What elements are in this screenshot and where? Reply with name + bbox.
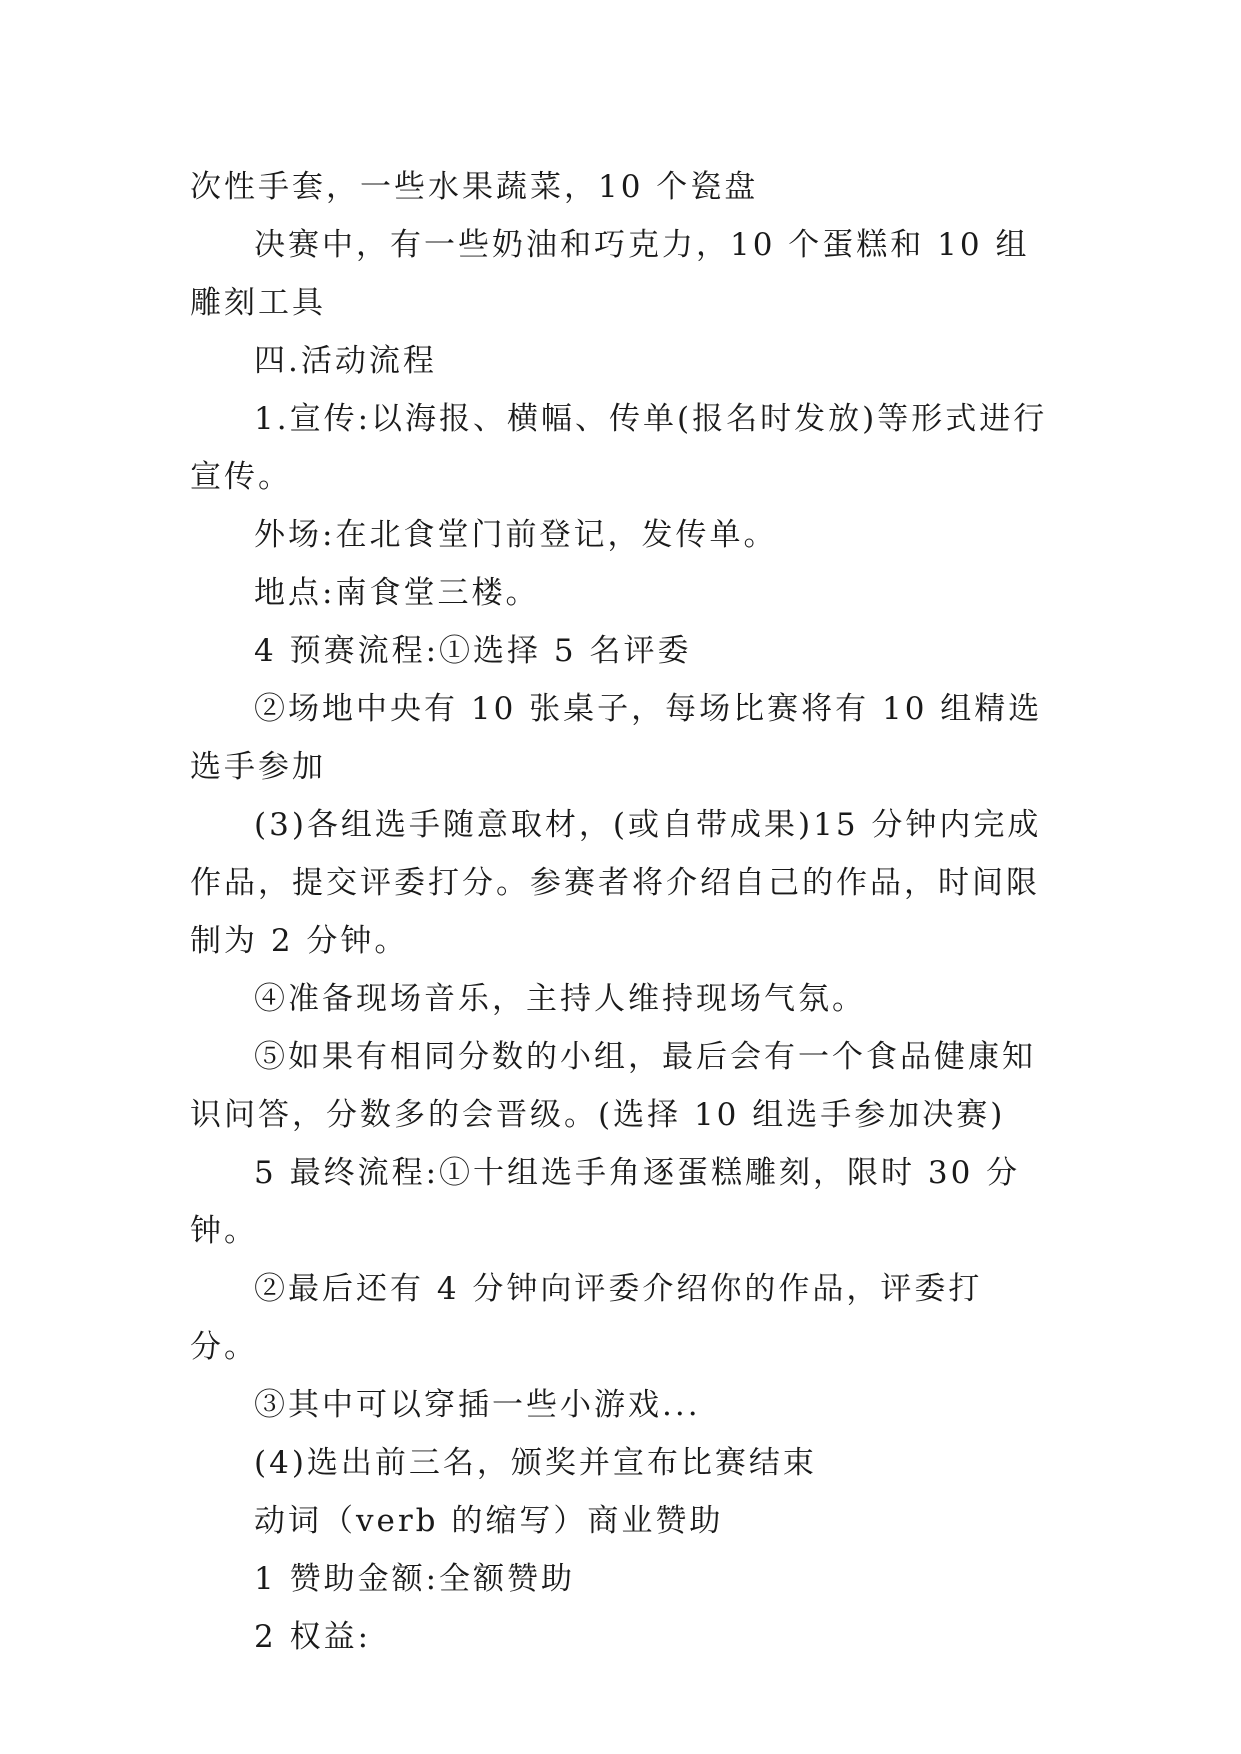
paragraph: ②最后还有 4 分钟向评委介绍你的作品，评委打分。 bbox=[190, 1271, 983, 1365]
paragraph: 4 预赛流程:①选择 5 名评委 bbox=[254, 633, 692, 669]
section-heading: 四.活动流程 bbox=[254, 343, 437, 379]
paragraph: 5 最终流程:①十组选手角逐蛋糕雕刻，限时 30 分钟。 bbox=[190, 1155, 1021, 1249]
paragraph: 外场:在北食堂门前登记，发传单。 bbox=[254, 517, 778, 553]
paragraph: ⑤如果有相同分数的小组，最后会有一个食品健康知识问答，分数多的会晋级。(选择 10 组选手参加决赛) bbox=[190, 1039, 1036, 1133]
paragraph: 动词（verb 的缩写）商业赞助 bbox=[254, 1503, 724, 1539]
paragraph: 1 赞助金额:全额赞助 bbox=[254, 1561, 576, 1597]
paragraph: 地点:南食堂三楼。 bbox=[254, 575, 540, 611]
paragraph: ②场地中央有 10 张桌子，每场比赛将有 10 组精选选手参加 bbox=[190, 691, 1043, 785]
document-body bbox=[190, 158, 1050, 1666]
paragraph: 决赛中，有一些奶油和巧克力，10 个蛋糕和 10 组雕刻工具 bbox=[190, 227, 1030, 321]
paragraph: ④准备现场音乐，主持人维持现场气氛。 bbox=[254, 981, 866, 1017]
paragraph: 2 权益: bbox=[254, 1619, 372, 1655]
paragraph: ③其中可以穿插一些小游戏... bbox=[254, 1387, 701, 1423]
paragraph: 1.宣传:以海报、横幅、传单(报名时发放)等形式进行宣传。 bbox=[190, 401, 1048, 495]
paragraph: (4)选出前三名，颁奖并宣布比赛结束 bbox=[254, 1445, 817, 1481]
paragraph: (3)各组选手随意取材，(或自带成果)15 分钟内完成作品，提交评委打分。参赛者将介绍自己的作品，时间限制为 2 分钟。 bbox=[190, 807, 1042, 959]
paragraph: 次性手套，一些水果蔬菜，10 个瓷盘 bbox=[190, 169, 759, 205]
